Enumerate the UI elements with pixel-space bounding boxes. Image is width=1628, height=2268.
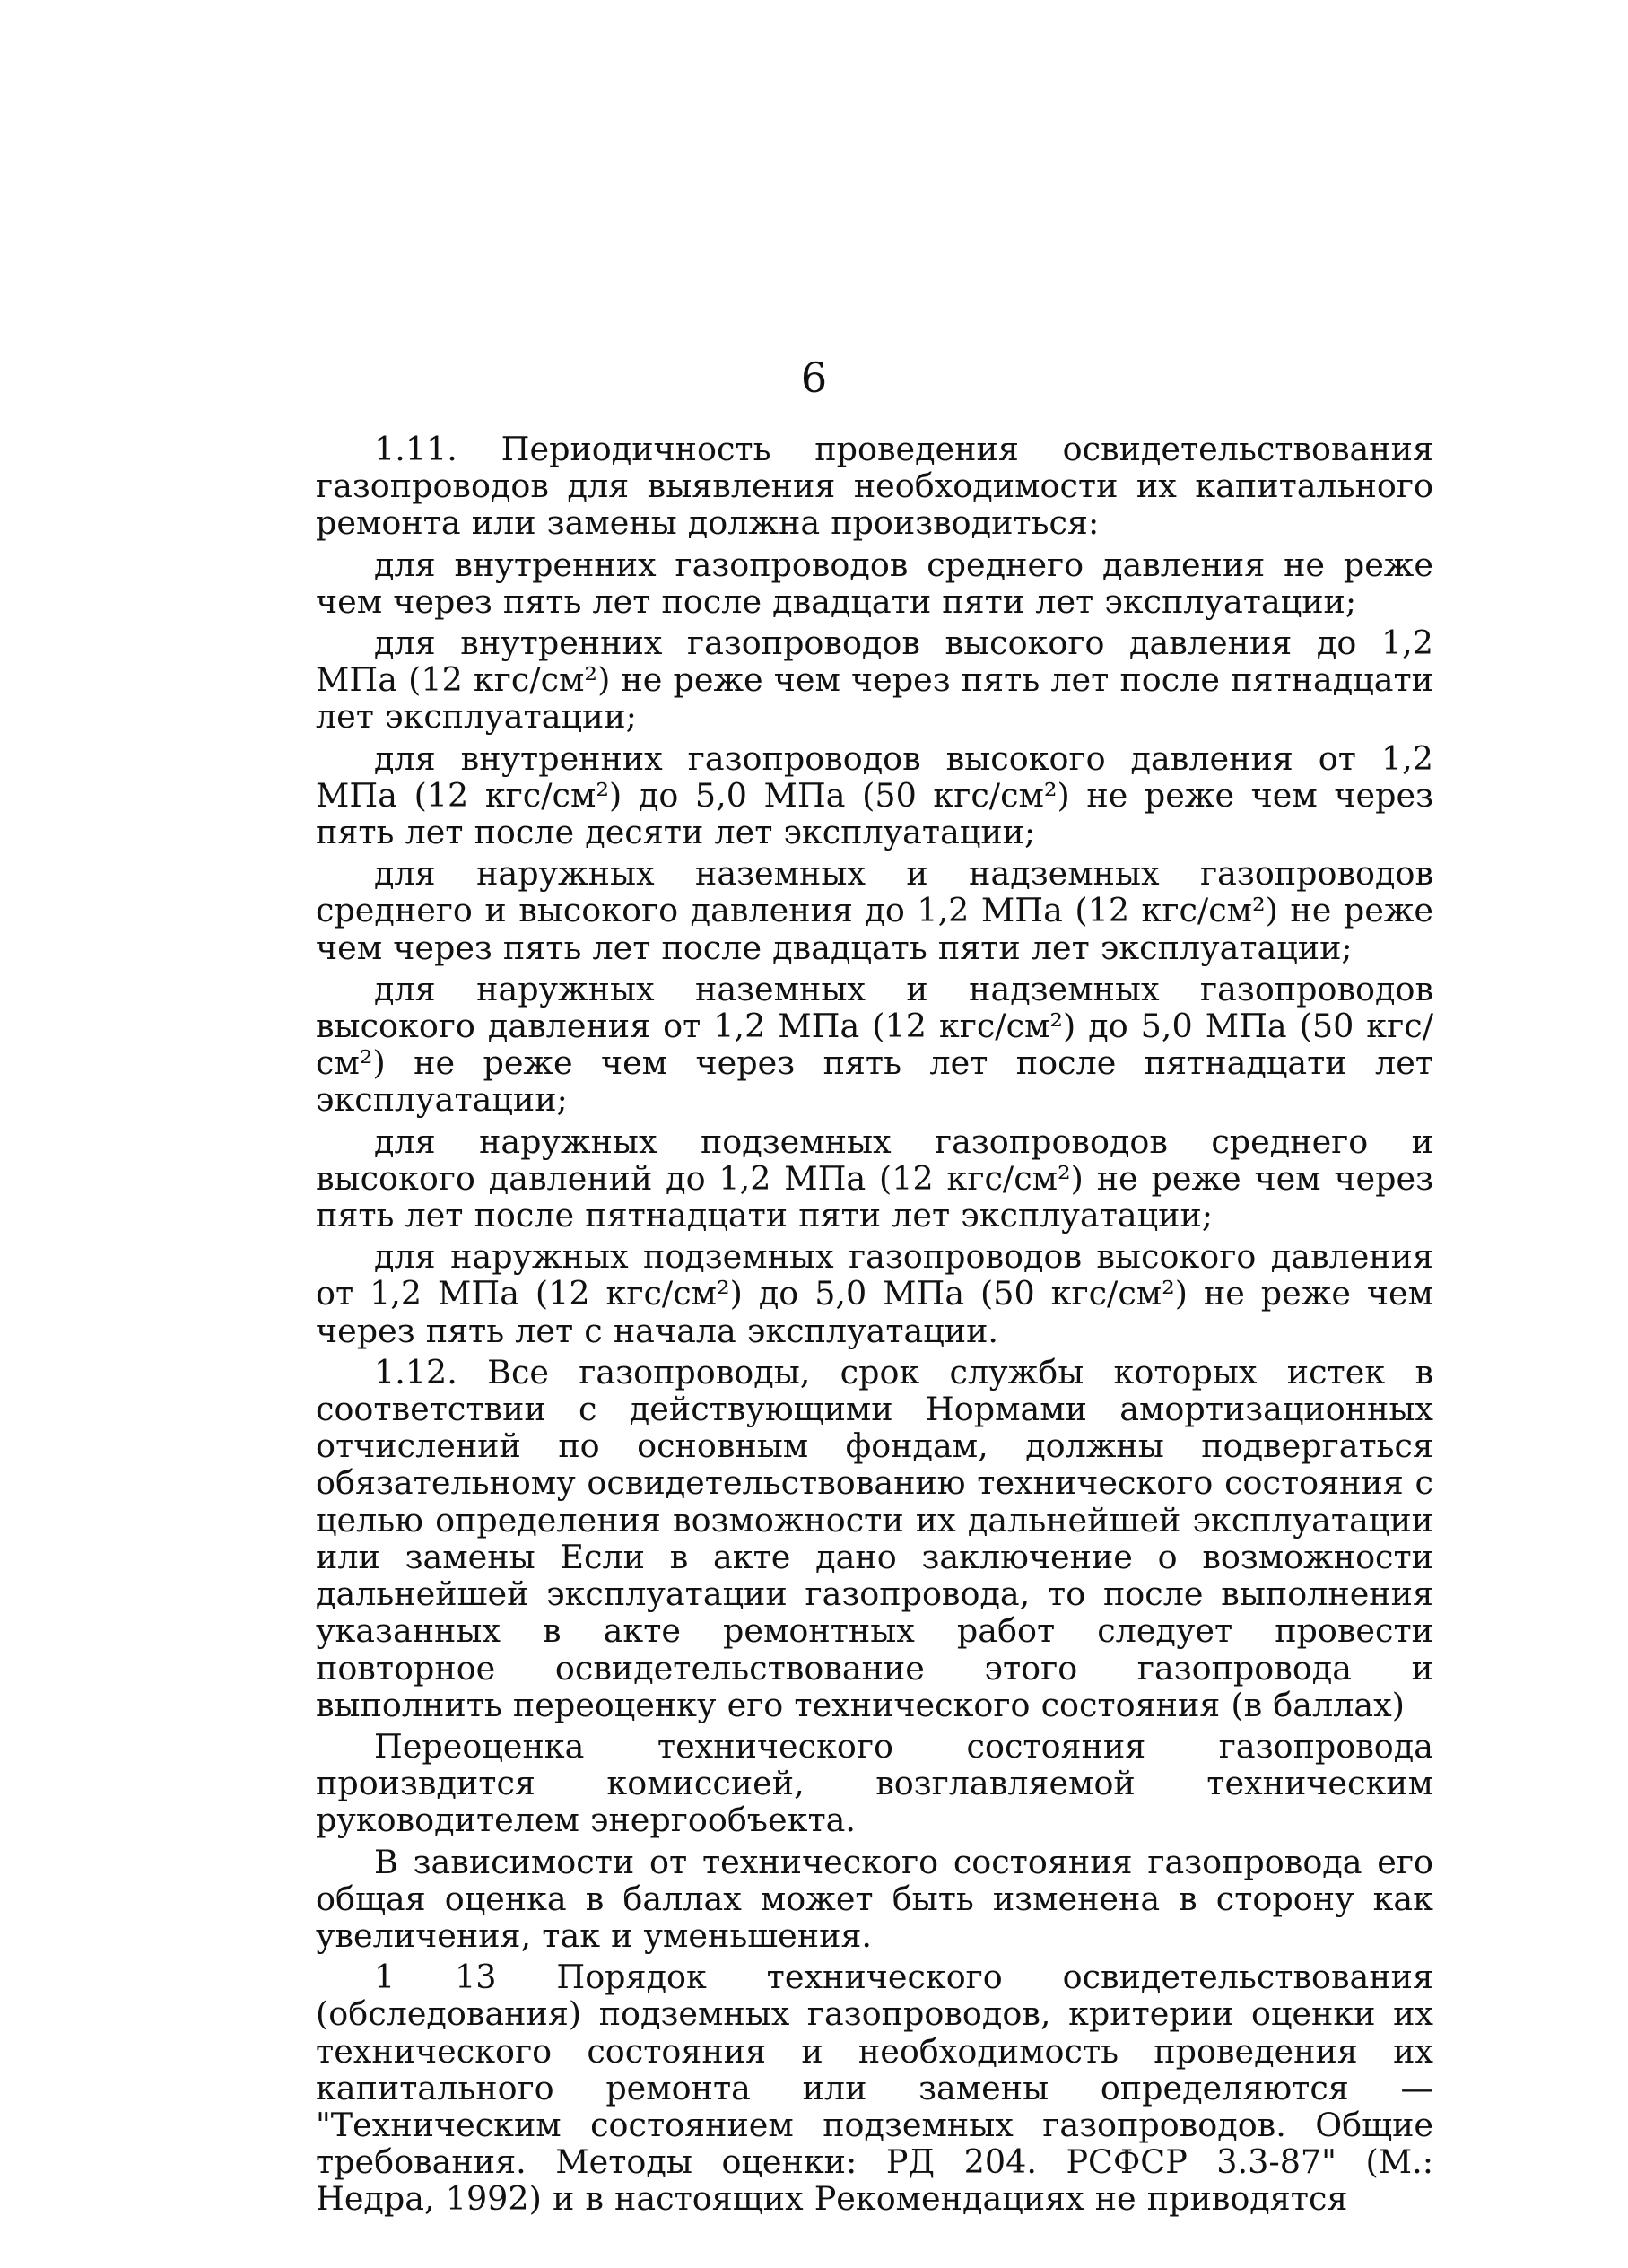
paragraph-1-12: 1.12. Все газопроводы, срок службы которых истек в соответствии с действующими Нормами амортизационных отчислений по основным фондам, должны подвергаться обязательному освидетельствованию технического состояния с целью определения возможности их дальнейшей эксплуатации или замены Если в акте дано заключение о возможности дальнейшей эксплуатации газопровода, то после выполнения указанных в акте ремонтных работ следует провести повторное освидетельствование этого газопровода и выполнить переоценку его технического состояния (в баллах)	[316, 1352, 1433, 1724]
paragraph-internal-high-1-2-to-5: для внутренних газопроводов высокого давления от 1,2 МПа (12 кгс/см²) до 5,0 МПа (50 кгс/см²) не реже чем через пять лет после десяти лет эксплуатации;	[316, 738, 1433, 852]
document-body	[316, 431, 1433, 2218]
paragraph-external-underground-1-2-to-5: для наружных подземных газопроводов высокого давления от 1,2 МПа (12 кгс/см²) до 5,0 МПа (50 кгс/см²) не реже чем через пять лет с начала эксплуатации.	[316, 1237, 1433, 1350]
paragraph-internal-high-to-1-2: для внутренних газопроводов высокого давления до 1,2 МПа (12 кгс/см²) не реже чем через пять лет после пятнадцати лет эксплуатации;	[316, 624, 1433, 737]
paragraph-external-aboveground-1-2-to-5: для наружных наземных и надземных газопроводов высокого давления от 1,2 МПа (12 кгс/см²) до 5,0 МПа (50 кгс/см²) не реже чем через пять лет после пятнадцати лет эксплуатации;	[316, 969, 1433, 1120]
paragraph-external-underground-to-1-2: для наружных подземных газопроводов среднего и высокого давлений до 1,2 МПа (12 кгс/см²) не реже чем через пять лет после пятнадцати пяти лет эксплуатации;	[316, 1121, 1433, 1235]
page-number: 6	[800, 353, 828, 402]
paragraph-1-13: 1 13 Порядок технического освидетельствования (обследования) подземных газопроводов, критерии оценки их технического состояния и необходимость проведения их капитального ремонта или замены определяются — "Техническим состоянием подземных газопроводов. Общие требования. Методы оценки: РД 204. РСФСР 3.3-87" (М.: Недра, 1992) и в настоящих Рекомендациях не приводятся	[316, 1958, 1433, 2219]
paragraph-external-aboveground-to-1-2: для наружных наземных и надземных газопроводов среднего и высокого давления до 1,2 МПа (12 кгс/см²) не реже чем через пять лет после двадцать пяти лет эксплуатации;	[316, 854, 1433, 967]
paragraph-1-11: 1.11. Периодичность проведения освидетельствования газопроводов для выявления необходимости их капитального ремонта или замены должна производиться:	[316, 430, 1433, 543]
paragraph-internal-medium: для внутренних газопроводов среднего давления не реже чем через пять лет после двадцати пяти лет эксплуатации;	[316, 545, 1433, 621]
paragraph-reassessment: Переоценка технического состояния газопровода произвдится комиссией, возглавляемой техническим руководителем энергообъекта.	[316, 1726, 1433, 1840]
paragraph-score-change: В зависимости от технического состояния газопровода его общая оценка в баллах может быть изменена в сторону как увеличения, так и уменьшения.	[316, 1842, 1433, 1955]
